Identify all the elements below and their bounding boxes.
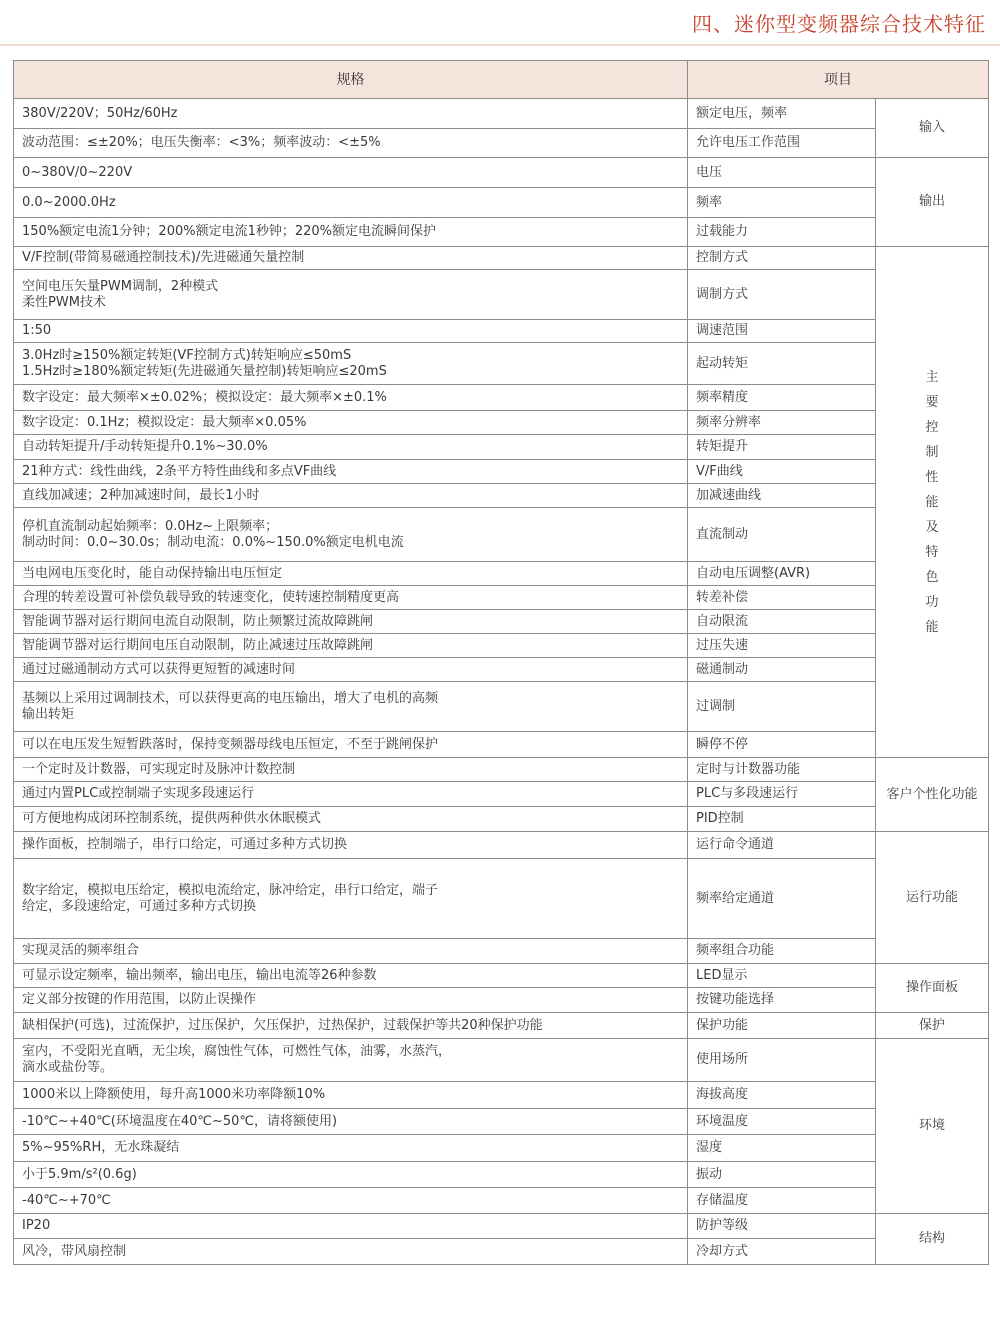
spec-cell: 380V/220V；50Hz/60Hz	[14, 99, 688, 129]
table-row	[14, 832, 989, 859]
spec-cell: 3.0Hz时≥150%额定转矩(VF控制方式)转矩响应≤50mS 1.5Hz时≥180%额定转矩(先进磁通矢量控制)转矩响应≤20mS	[14, 343, 688, 385]
item-cell: 振动	[688, 1162, 876, 1188]
item-cell: 直流制动	[688, 508, 876, 562]
table-row	[14, 158, 989, 188]
spec-cell: 空间电压矢量PWM调制，2种模式 柔性PWM技术	[14, 270, 688, 320]
item-cell: 按键功能选择	[688, 988, 876, 1013]
item-cell: 环境温度	[688, 1109, 876, 1135]
table-row	[14, 1109, 989, 1135]
table-row	[14, 1188, 989, 1214]
table-row	[14, 1013, 989, 1039]
spec-cell: 数字设定：0.1Hz；模拟设定：最大频率×0.05%	[14, 411, 688, 435]
category-cell: 操作面板	[876, 964, 989, 1013]
table-row	[14, 658, 989, 682]
table-row	[14, 129, 989, 158]
table-row	[14, 218, 989, 247]
spec-cell: 0.0~2000.0Hz	[14, 188, 688, 218]
spec-cell: 当电网电压变化时，能自动保持输出电压恒定	[14, 562, 688, 586]
table-row	[14, 343, 989, 385]
item-cell: 转矩提升	[688, 435, 876, 460]
item-cell: 湿度	[688, 1135, 876, 1162]
category-cell: 保护	[876, 1013, 989, 1039]
table-row	[14, 385, 989, 411]
table-row	[14, 807, 989, 832]
item-cell: 磁通制动	[688, 658, 876, 682]
spec-cell: 可方便地构成闭环控制系统，提供两种供水休眠模式	[14, 807, 688, 832]
item-cell: 电压	[688, 158, 876, 188]
table-row	[14, 460, 989, 484]
item-cell: 加减速曲线	[688, 484, 876, 508]
spec-cell: 通过过磁通制动方式可以获得更短暂的减速时间	[14, 658, 688, 682]
spec-cell: 21种方式：线性曲线，2条平方特性曲线和多点VF曲线	[14, 460, 688, 484]
header-spec: 规格	[14, 61, 688, 99]
table-row	[14, 1162, 989, 1188]
spec-cell: 5%~95%RH，无水珠凝结	[14, 1135, 688, 1162]
table-row	[14, 859, 989, 939]
table-row	[14, 988, 989, 1013]
item-cell: 过调制	[688, 682, 876, 732]
spec-cell: 可显示设定频率，输出频率，输出电压，输出电流等26种参数	[14, 964, 688, 988]
item-cell: 频率	[688, 188, 876, 218]
table-row	[14, 562, 989, 586]
item-cell: 自动电压调整(AVR)	[688, 562, 876, 586]
spec-table	[13, 60, 989, 1265]
spec-cell: 直线加减速；2种加减速时间，最长1小时	[14, 484, 688, 508]
item-cell: 瞬停不停	[688, 732, 876, 758]
spec-cell: 1:50	[14, 320, 688, 343]
spec-cell: 小于5.9m/s²(0.6g)	[14, 1162, 688, 1188]
item-cell: V/F曲线	[688, 460, 876, 484]
item-cell: 频率分辨率	[688, 411, 876, 435]
table-row	[14, 1082, 989, 1109]
header-item: 项目	[688, 61, 989, 99]
item-cell: 海拔高度	[688, 1082, 876, 1109]
table-row	[14, 1135, 989, 1162]
spec-cell: -10℃~+40℃(环境温度在40℃~50℃，请将额使用)	[14, 1109, 688, 1135]
spec-cell: IP20	[14, 1214, 688, 1239]
item-cell: 额定电压，频率	[688, 99, 876, 129]
spec-cell: 缺相保护(可选)，过流保护，过压保护，欠压保护，过热保护，过载保护等共20种保护功能	[14, 1013, 688, 1039]
table-row	[14, 732, 989, 758]
category-cell: 主要控制性能及特色功能	[876, 247, 989, 758]
table-row	[14, 1214, 989, 1239]
spec-cell: 1000米以上降额使用，每升高1000米功率降额10%	[14, 1082, 688, 1109]
table-row	[14, 247, 989, 270]
spec-cell: 波动范围：≤±20%；电压失衡率：<3%；频率波动：<±5%	[14, 129, 688, 158]
table-row	[14, 610, 989, 634]
item-cell: 调速范围	[688, 320, 876, 343]
category-cell: 输出	[876, 158, 989, 247]
category-cell: 环境	[876, 1039, 989, 1214]
item-cell: 过压失速	[688, 634, 876, 658]
page-title: 四、迷你型变频器综合技术特征	[692, 12, 986, 36]
spec-cell: 智能调节器对运行期间电压自动限制，防止减速过压故障跳闸	[14, 634, 688, 658]
category-cell: 客户个性化功能	[876, 758, 989, 832]
item-cell: 防护等级	[688, 1214, 876, 1239]
spec-cell: 风冷，带风扇控制	[14, 1239, 688, 1265]
item-cell: 自动限流	[688, 610, 876, 634]
table-row	[14, 435, 989, 460]
spec-cell: 数字给定，模拟电压给定，模拟电流给定，脉冲给定，串行口给定，端子 给定，多段速给定，可通过多种方式切换	[14, 859, 688, 939]
spec-cell: 基频以上采用过调制技术，可以获得更高的电压输出，增大了电机的高频 输出转矩	[14, 682, 688, 732]
table-header-row	[14, 61, 989, 99]
table-row	[14, 188, 989, 218]
item-cell: LED显示	[688, 964, 876, 988]
category-cell: 结构	[876, 1214, 989, 1265]
item-cell: 使用场所	[688, 1039, 876, 1082]
spec-cell: 可以在电压发生短暂跌落时，保持变频器母线电压恒定，不至于跳闸保护	[14, 732, 688, 758]
table-row	[14, 964, 989, 988]
item-cell: 频率精度	[688, 385, 876, 411]
spec-cell: 停机直流制动起始频率：0.0Hz~上限频率； 制动时间：0.0~30.0s；制动电流：0.0%~150.0%额定电机电流	[14, 508, 688, 562]
spec-cell: 操作面板，控制端子，串行口给定，可通过多种方式切换	[14, 832, 688, 859]
spec-cell: 实现灵活的频率组合	[14, 939, 688, 964]
item-cell: 频率组合功能	[688, 939, 876, 964]
table-row	[14, 634, 989, 658]
item-cell: 定时与计数器功能	[688, 758, 876, 782]
table-row	[14, 758, 989, 782]
spec-cell: 0~380V/0~220V	[14, 158, 688, 188]
item-cell: 允许电压工作范围	[688, 129, 876, 158]
table-row	[14, 782, 989, 807]
item-cell: 起动转矩	[688, 343, 876, 385]
item-cell: 保护功能	[688, 1013, 876, 1039]
item-cell: PLC与多段速运行	[688, 782, 876, 807]
spec-cell: 合理的转差设置可补偿负载导致的转速变化，使转速控制精度更高	[14, 586, 688, 610]
spec-cell: 定义部分按键的作用范围，以防止误操作	[14, 988, 688, 1013]
item-cell: PID控制	[688, 807, 876, 832]
item-cell: 频率给定通道	[688, 859, 876, 939]
title-divider	[0, 44, 1000, 46]
item-cell: 控制方式	[688, 247, 876, 270]
item-cell: 运行命令通道	[688, 832, 876, 859]
table-row	[14, 508, 989, 562]
item-cell: 调制方式	[688, 270, 876, 320]
table-row	[14, 99, 989, 129]
spec-cell: 一个定时及计数器，可实现定时及脉冲计数控制	[14, 758, 688, 782]
table-row	[14, 320, 989, 343]
spec-cell: 室内，不受阳光直晒，无尘埃，腐蚀性气体，可燃性气体，油雾，水蒸汽， 滴水或盐份等。	[14, 1039, 688, 1082]
spec-cell: 150%额定电流1分钟；200%额定电流1秒钟；220%额定电流瞬间保护	[14, 218, 688, 247]
spec-cell: 自动转矩提升/手动转矩提升0.1%~30.0%	[14, 435, 688, 460]
table-row	[14, 1039, 989, 1082]
item-cell: 过载能力	[688, 218, 876, 247]
spec-cell: V/F控制(带简易磁通控制技术)/先进磁通矢量控制	[14, 247, 688, 270]
spec-cell: 通过内置PLC或控制端子实现多段速运行	[14, 782, 688, 807]
category-cell: 运行功能	[876, 832, 989, 964]
table-row	[14, 939, 989, 964]
table-row	[14, 411, 989, 435]
category-cell: 输入	[876, 99, 989, 158]
table-row	[14, 270, 989, 320]
spec-cell: 数字设定：最大频率×±0.02%；模拟设定：最大频率×±0.1%	[14, 385, 688, 411]
item-cell: 存储温度	[688, 1188, 876, 1214]
table-row	[14, 682, 989, 732]
spec-cell: 智能调节器对运行期间电流自动限制，防止频繁过流故障跳闸	[14, 610, 688, 634]
item-cell: 冷却方式	[688, 1239, 876, 1265]
item-cell: 转差补偿	[688, 586, 876, 610]
table-row	[14, 1239, 989, 1265]
table-row	[14, 586, 989, 610]
spec-cell: -40℃~+70℃	[14, 1188, 688, 1214]
table-row	[14, 484, 989, 508]
